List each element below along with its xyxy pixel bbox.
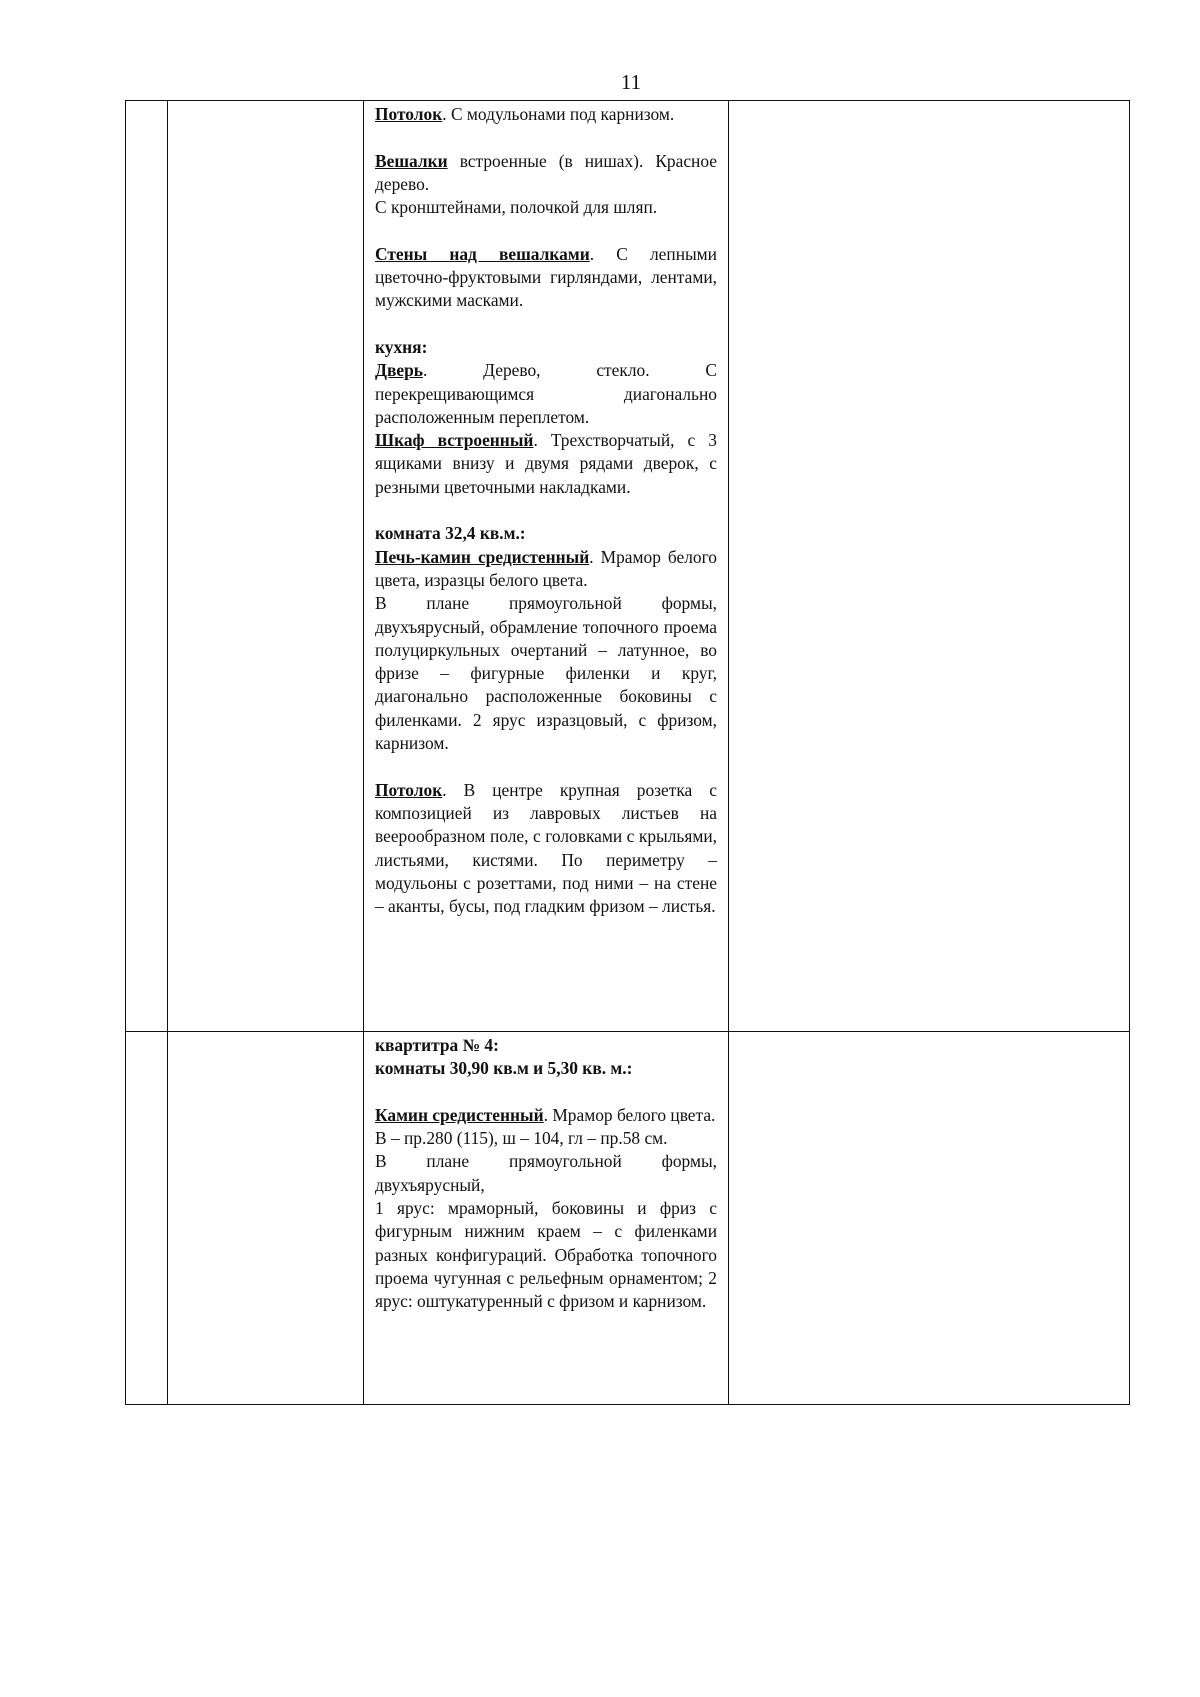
page-number: 11 [620,70,642,94]
element-description [375,1104,717,1127]
monument-description-table [125,100,1130,1405]
paragraph-text: В плане прямоугольной формы, двухъярусный, обрамление топочного проема полуциркульных очертаний – латунное, во фризе – фигурные филенки и круг, диагонально расположенные боковины с филенками. 2 ярус изразцовый, с фризом, карнизом. [375,593,717,754]
name-cell [168,1032,364,1405]
section-heading [375,336,717,359]
element-term: Потолок [375,779,443,800]
element-term: Стены над вешалками [375,243,590,264]
element-details: . Трехстворчатый, с 3 ящиками внизу и двумя рядами дверок, с резными цветочными накладками. [375,430,718,497]
description-cell [364,1032,729,1405]
element-term: Вешалки [375,150,448,171]
section-heading-text: квартитра № 4: [375,1035,499,1055]
section-heading [375,1034,717,1057]
number-cell [126,1032,168,1405]
description-text [364,1032,728,1326]
name-cell [168,101,364,1032]
element-details: встроенные (в нишах). Красное дерево. [375,150,717,194]
element-description [375,546,717,593]
description-paragraph [375,196,717,219]
description-text [364,101,728,930]
table-row [126,101,1130,1032]
section-heading-text: комната 32,4 кв.м.: [375,523,526,544]
element-description [375,429,717,499]
notes-cell [729,1032,1130,1405]
section-heading [375,1057,717,1080]
element-details: . В центре крупная розетка с композицией из лавровых листьев на веерообразном поле, с головками с крыльями, листьями, кистями. По периметру – модульоны с розеттами, под ними – на стене – аканты, бусы, под гладким фризом – листья. [375,779,717,917]
description-cell [364,101,729,1032]
section-heading-text: комнаты 30,90 кв.м и 5,30 кв. м.: [375,1058,633,1079]
number-cell [126,101,168,1032]
element-details: . С лепными цветочно-фруктовыми гирляндами, лентами, мужскими масками. [375,243,717,311]
element-details: . Мрамор белого цвета. [543,1104,716,1125]
paragraph-text: С кронштейнами, полочкой для шляп. [375,197,658,218]
paragraph-text: В – пр.280 (115), ш – 104, гл – пр.58 см. [375,1128,668,1149]
description-paragraph [375,1150,717,1197]
element-description [375,103,717,126]
element-details: . Дерево, стекло. С перекрещивающимся диагонально расположенным переплетом. [375,360,717,427]
element-details: . С модульонами под карнизом. [442,104,675,124]
description-paragraph [375,1197,717,1313]
paragraph-text: В плане прямоугольной формы, двухъярусный, [375,1151,717,1195]
description-paragraph [375,1127,717,1150]
element-description [375,243,717,313]
element-description [375,779,717,919]
element-term: Дверь [375,360,423,381]
element-term: Потолок [375,104,443,124]
element-description [375,150,717,197]
element-term: Камин средистенный [375,1104,544,1125]
section-heading [375,522,717,545]
element-term: Шкаф встроенный [375,430,534,451]
paragraph-text: 1 ярус: мраморный, боковины и фриз с фигурным нижним краем – с филенками разных конфигураций. Обработка топочного проема чугунная с рельефным орнаментом; 2 ярус: оштукатуренный с фризом и карнизом. [375,1198,717,1312]
table-row [126,1032,1130,1405]
element-details: . Мрамор белого цвета, изразцы белого цвета. [375,546,717,590]
notes-cell [729,101,1130,1032]
section-heading-text: кухня: [375,336,428,357]
element-description [375,359,717,429]
element-term: Печь-камин средистенный [375,546,590,567]
description-paragraph [375,592,717,755]
